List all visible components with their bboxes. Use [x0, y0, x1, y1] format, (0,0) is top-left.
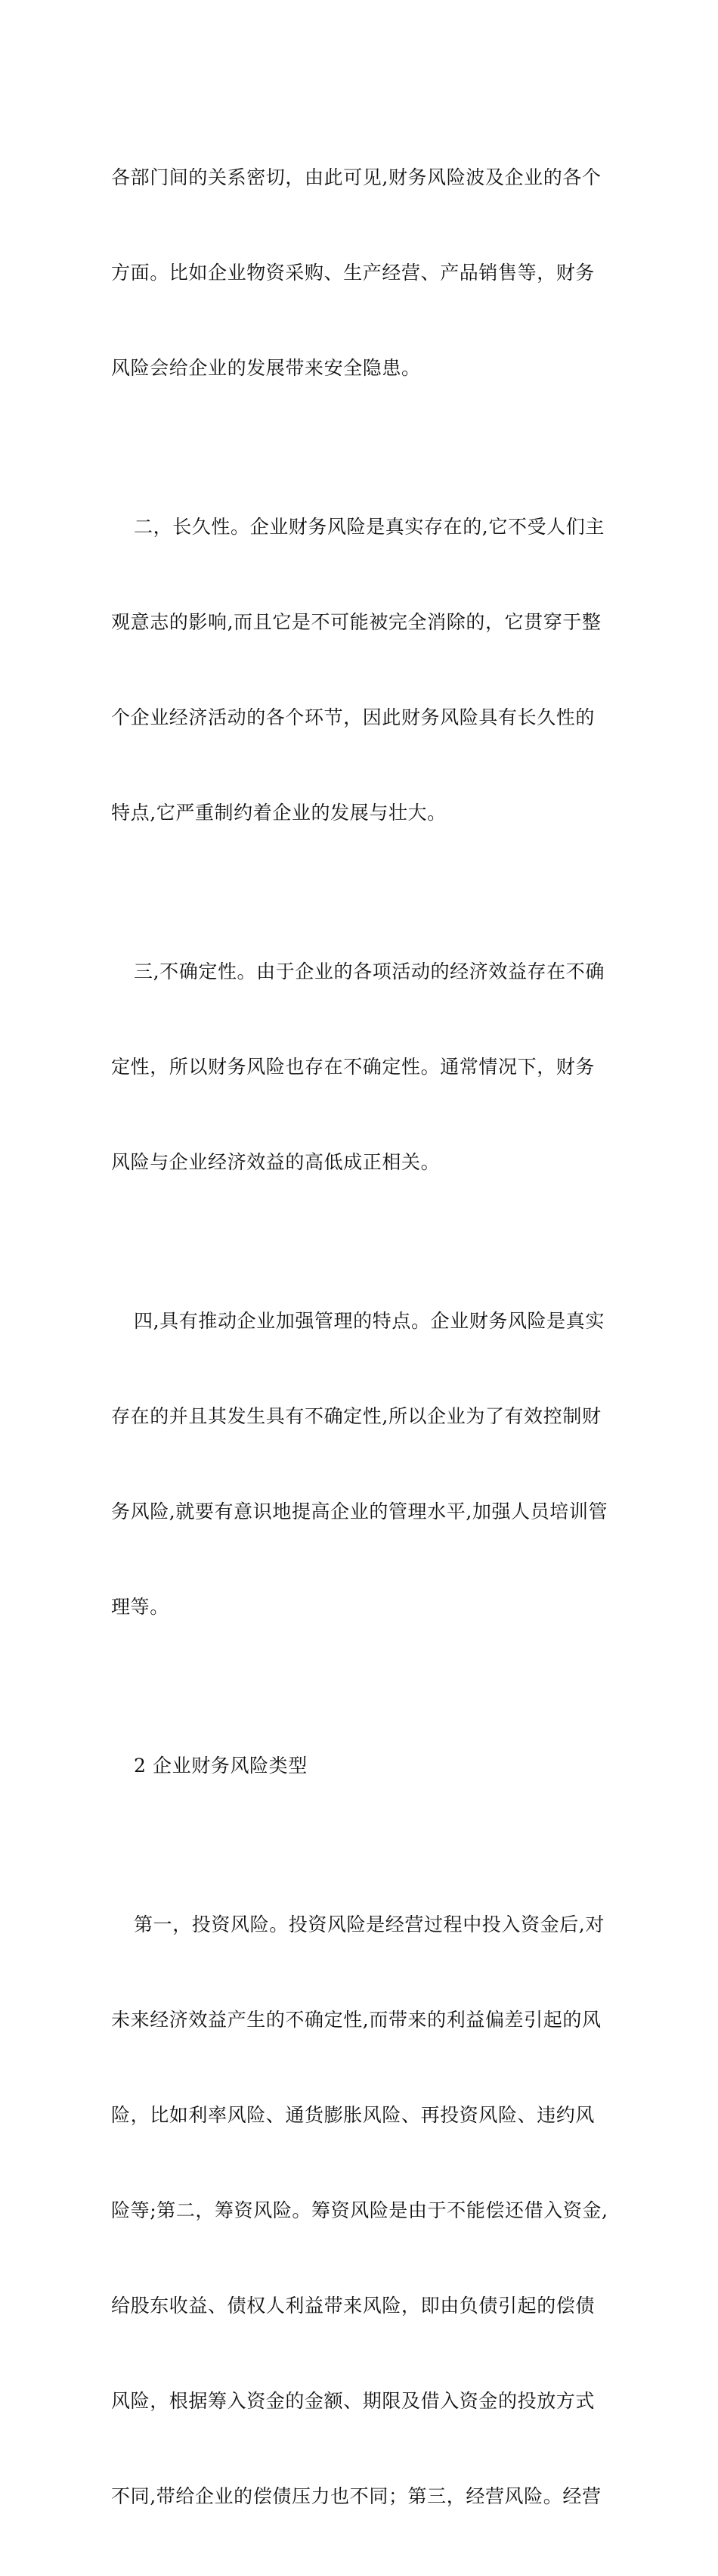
text-line: 理等。: [111, 1596, 169, 1618]
text-line: 存在的并且其发生具有不确定性,所以企业为了有效控制财: [111, 1405, 602, 1427]
text-line: 务风险,就要有意识地提高企业的管理水平,加强人员培训管: [111, 1501, 608, 1522]
paragraph-risk-types: [111, 1845, 608, 2576]
text-line: 特点,它严重制约着企业的发展与壮大。: [111, 802, 447, 824]
text-line: 四,具有推动企业加强管理的特点。企业财务风险是真实: [134, 1310, 605, 1332]
text-line: 定性，所以财务风险也存在不确定性。通常情况下，财务: [111, 1056, 596, 1078]
paragraph-uncertainty: [111, 892, 605, 1242]
text-line: 三,不确定性。由于企业的各项活动的经济效益存在不确: [134, 961, 605, 982]
text-line: 方面。比如企业物资采购、生产经营、产品销售等，财务: [111, 262, 596, 284]
text-line: 二，长久性。企业财务风险是真实存在的,它不受人们主: [134, 516, 605, 538]
text-line: 给股东收益、债权人利益带来风险，即由负债引起的偿债: [111, 2295, 596, 2317]
heading-line: 2 企业财务风险类型: [134, 1755, 308, 1777]
text-line: 未来经济效益产生的不确定性,而带来的利益偏差引起的风: [111, 2009, 602, 2031]
text-line: 个企业经济活动的各个环节，因此财务风险具有长久性的: [111, 706, 596, 728]
text-line: 险，比如利率风险、通货膨胀风险、再投资风险、违约风: [111, 2104, 596, 2126]
text-line: 风险与企业经济效益的高低成正相关。: [111, 1151, 441, 1173]
paragraph-scope: [111, 98, 605, 448]
text-line: 各部门间的关系密切，由此可见,财务风险波及企业的各个: [111, 166, 602, 188]
text-line: 观意志的影响,而且它是不可能被完全消除的，它贯穿于整: [111, 611, 602, 633]
text-line: 风险，根据筹入资金的金额、期限及借入资金的投放方式: [111, 2390, 596, 2412]
text-line: 第一，投资风险。投资风险是经营过程中投入资金后,对: [134, 1913, 605, 1935]
text-line: 不同,带给企业的偿债压力也不同；第三，经营风险。经营: [111, 2485, 602, 2507]
text-line: 险等;第二，筹资风险。筹资风险是由于不能偿还借入资金,: [111, 2199, 608, 2221]
document-body: [111, 98, 608, 2576]
paragraph-management: [111, 1242, 608, 1687]
text-line: 风险会给企业的发展带来安全隐患。: [111, 357, 421, 379]
paragraph-permanence: [111, 448, 605, 892]
section-heading: [111, 1687, 605, 1845]
